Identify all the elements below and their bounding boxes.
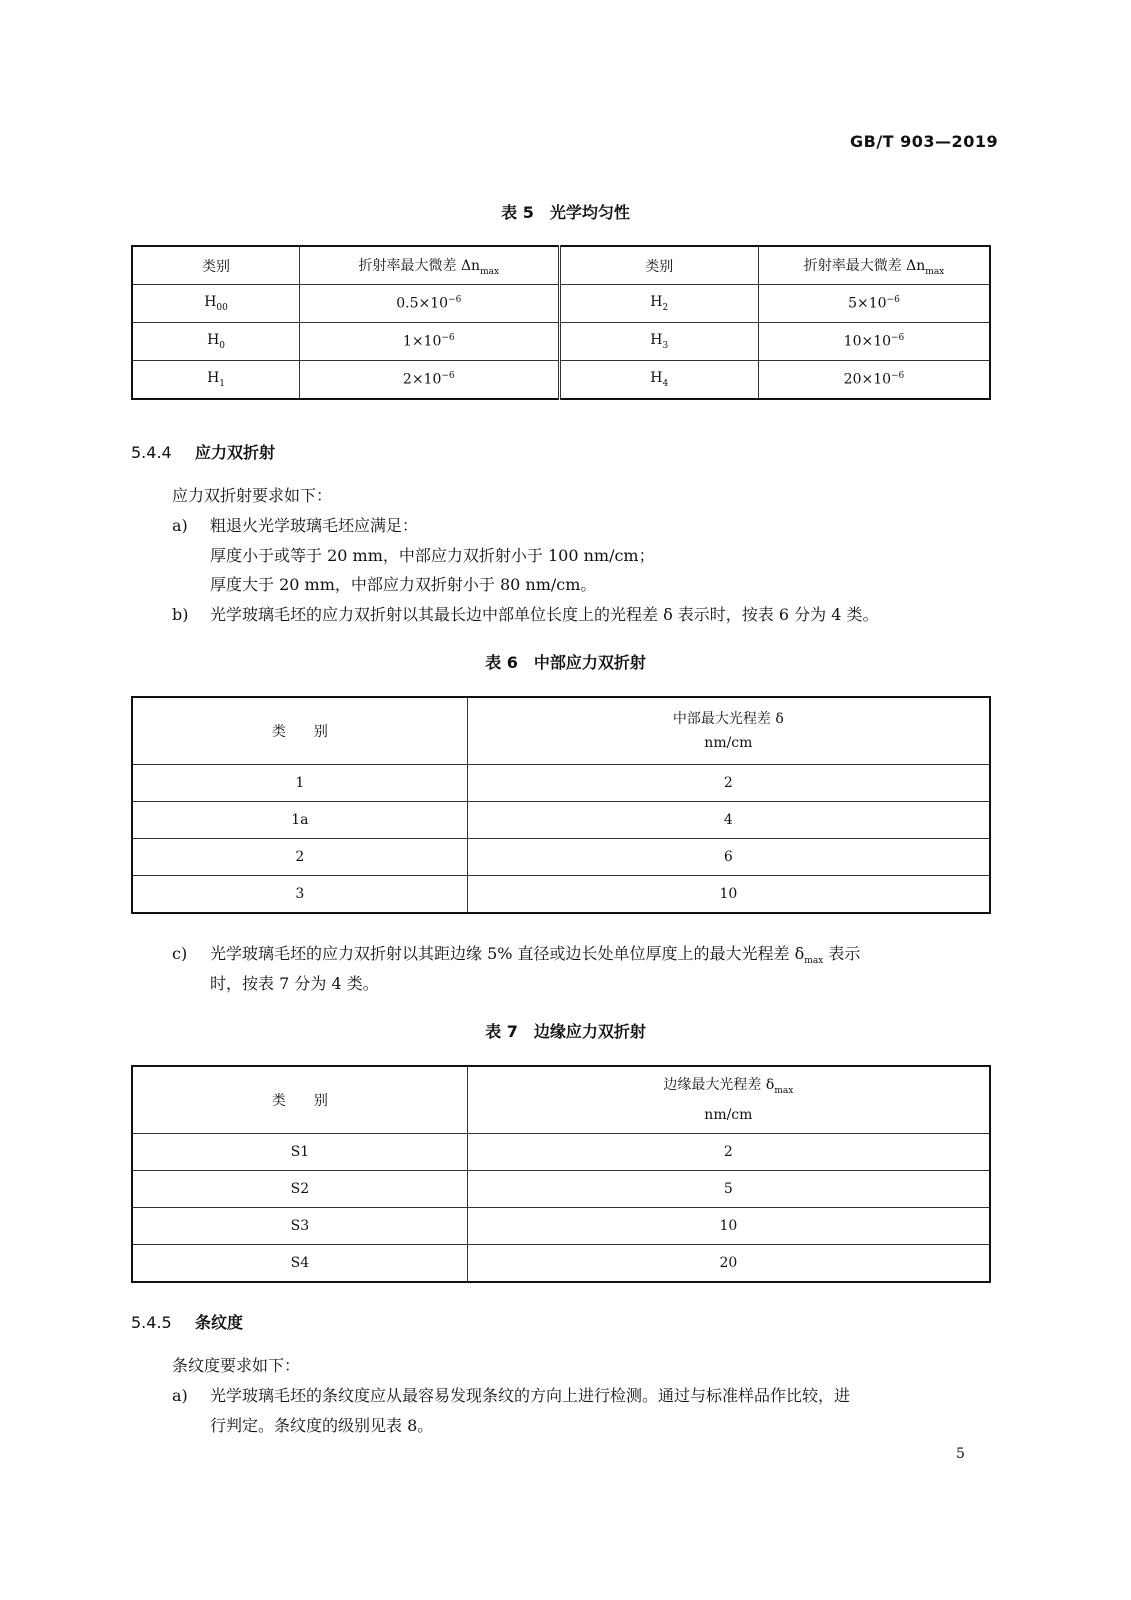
list-item-b: b) 光学玻璃毛坯的应力双折射以其最长边中部单位长度上的光程差 δ 表示时，按表 6 分为 4 类。: [172, 605, 879, 624]
table-cell: $H_2$: [559, 285, 758, 323]
list-item-a-line2: 行判定。条纹度的级别见表 8。: [210, 1416, 434, 1435]
standard-code: GB/T 903—2019: [850, 132, 999, 151]
table6-caption: 表 6 中部应力双折射: [485, 653, 646, 672]
table6-header-row: [132, 697, 990, 765]
table-cell: $2\times 10^{-6}$: [300, 361, 559, 400]
table7-caption: 表 7 边缘应力双折射: [485, 1022, 646, 1041]
table-cell: 1a: [132, 802, 467, 839]
table-cell: $10\times 10^{-6}$: [758, 323, 990, 361]
table-row: [132, 323, 990, 361]
section-heading-5-4-5: 5.4.5 条纹度: [131, 1313, 244, 1332]
table-cell: 20: [467, 1245, 990, 1283]
table7-header-row: [132, 1066, 990, 1134]
table-cell: $0.5\times 10^{-6}$: [300, 285, 559, 323]
page-number: 5: [956, 1446, 965, 1462]
list-item-c-line2: 时，按表 7 分为 4 类。: [210, 974, 379, 993]
table-row: [132, 361, 990, 400]
table-cell: 6: [467, 839, 990, 876]
table-cell: $5\times 10^{-6}$: [758, 285, 990, 323]
table-cell: $1\times 10^{-6}$: [300, 323, 559, 361]
table6-header-category: 类 别: [132, 697, 467, 765]
table-cell: 4: [467, 802, 990, 839]
table-row: [132, 1134, 990, 1171]
table-cell: $20\times 10^{-6}$: [758, 361, 990, 400]
section-intro: 应力双折射要求如下：: [172, 486, 333, 505]
table-row: [132, 765, 990, 802]
table-cell: 10: [467, 876, 990, 914]
list-item-c: c) 光学玻璃毛坯的应力双折射以其距边缘 5% 直径或边长处单位厚度上的最大光程差 $\delta_{max}$ 表示: [172, 944, 861, 967]
table6-header-value: 中部最大光程差 δ nm/cm: [467, 697, 990, 765]
section-heading-5-4-4: 5.4.4 应力双折射: [131, 443, 276, 462]
table-cell: $H_4$: [559, 361, 758, 400]
table-row: [132, 876, 990, 914]
table7-header-category: 类 别: [132, 1066, 467, 1134]
table-cell: S3: [132, 1208, 467, 1245]
table-cell: S2: [132, 1171, 467, 1208]
table-cell: 2: [467, 765, 990, 802]
table-cell: 10: [467, 1208, 990, 1245]
table5-header-row: [132, 246, 990, 285]
table-cell: 1: [132, 765, 467, 802]
table-row: [132, 285, 990, 323]
section-intro: 条纹度要求如下：: [172, 1356, 301, 1375]
table5-header-category-2: 类别: [559, 246, 758, 285]
list-item-a: a) 粗退火光学玻璃毛坯应满足：: [172, 516, 419, 535]
table-cell: $H_1$: [132, 361, 300, 400]
table-row: [132, 1208, 990, 1245]
table-cell: 5: [467, 1171, 990, 1208]
table5: [131, 245, 991, 400]
table-row: [132, 802, 990, 839]
table-row: [132, 1245, 990, 1283]
list-item-a-line2: 厚度大于 20 mm，中部应力双折射小于 80 nm/cm。: [210, 575, 597, 594]
table7: [131, 1065, 991, 1283]
table7-header-value: 边缘最大光程差 $\delta_{max}$ nm/cm: [467, 1066, 990, 1134]
table6: [131, 696, 991, 914]
table5-caption: 表 5 光学均匀性: [501, 203, 630, 222]
table-cell: $H_0$: [132, 323, 300, 361]
table-row: [132, 1171, 990, 1208]
list-item-a-line1: 厚度小于或等于 20 mm，中部应力双折射小于 100 nm/cm；: [210, 546, 655, 565]
table-cell: $H_{00}$: [132, 285, 300, 323]
table-cell: $H_3$: [559, 323, 758, 361]
table-cell: 2: [467, 1134, 990, 1171]
table5-header-category: 类别: [132, 246, 300, 285]
table-row: [132, 839, 990, 876]
table-cell: 2: [132, 839, 467, 876]
table-cell: 3: [132, 876, 467, 914]
table-cell: S1: [132, 1134, 467, 1171]
table5-header-value: 折射率最大微差 $\Delta n_{max}$: [300, 246, 559, 285]
table5-header-value-2: 折射率最大微差 $\Delta n_{max}$: [758, 246, 990, 285]
table-cell: S4: [132, 1245, 467, 1283]
list-item-a: a) 光学玻璃毛坯的条纹度应从最容易发现条纹的方向上进行检测。通过与标准样品作比较，进: [172, 1386, 851, 1405]
